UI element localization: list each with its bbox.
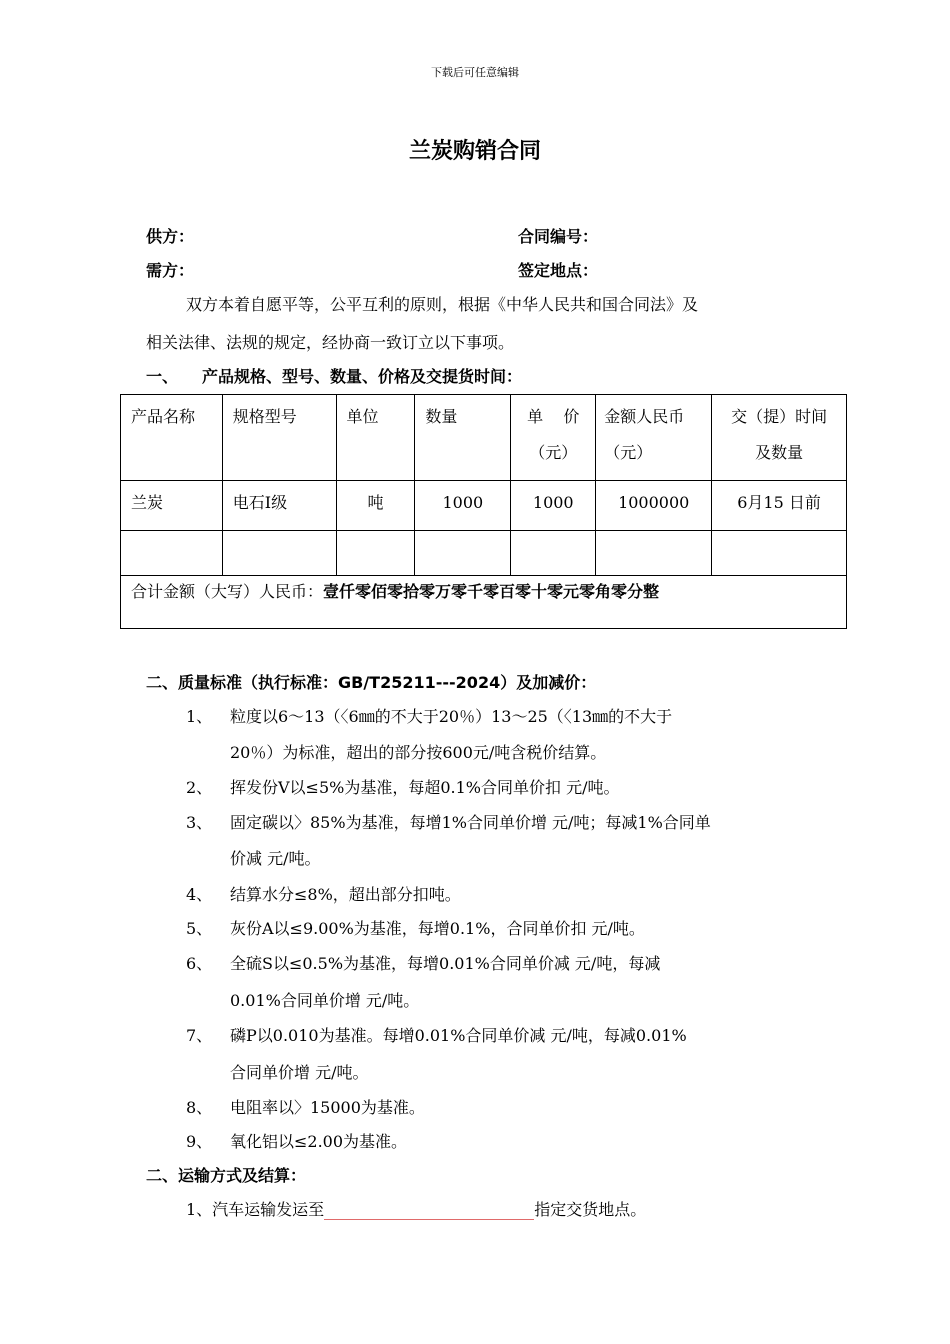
product-table (120, 394, 847, 629)
contract-number-label: 合同编号： (518, 227, 599, 246)
quality-item-text: 电阻率以〉15000为基准。 (230, 1098, 425, 1117)
header-cell: 单位 (336, 395, 415, 481)
quality-item-text: 20％）为标准，超出的部分按600元/吨含税价结算。 (230, 743, 607, 762)
quality-item-text: 氧化铝以≤2.00为基准。 (230, 1132, 408, 1151)
item-number: 4、 (186, 885, 213, 904)
transport-item-prefix: 1、汽车运输发运至 (186, 1200, 325, 1219)
table-cell: 吨 (336, 481, 415, 531)
total-amount-words: 壹仟零佰零拾零万零千零百零十零元零角零分整 (323, 582, 660, 601)
table-cell: 电石Ⅰ级 (222, 481, 336, 531)
destination-blank[interactable] (324, 1199, 534, 1220)
table-total-row (121, 576, 847, 629)
table-cell: 1000 (415, 481, 511, 531)
total-cell (121, 576, 847, 629)
item-number: 3、 (186, 813, 213, 832)
section3-title: 二、运输方式及结算： (146, 1166, 307, 1185)
quality-item-text: 0.01%合同单价增 元/吨。 (230, 991, 420, 1010)
item-number: 1、 (186, 707, 213, 726)
table-header-row (121, 395, 847, 481)
quality-item-text: 灰份A以≤9.00%为基准，每增0.1%，合同单价扣 元/吨。 (230, 919, 645, 938)
item-number: 8、 (186, 1098, 213, 1117)
quality-item-text: 磷P以0.010为基准。每增0.01%合同单价减 元/吨，每减0.01% (230, 1026, 687, 1045)
table-row-empty (121, 531, 847, 576)
quality-item-text: 固定碳以〉85%为基准，每增1%合同单价增 元/吨；每减1%合同单 (230, 813, 711, 832)
item-number: 7、 (186, 1026, 213, 1045)
header-cell: 产品名称 (121, 395, 223, 481)
header-cell: 金额人民币 （元） (596, 395, 712, 481)
section1-title: 产品规格、型号、数量、价格及交提货时间： (202, 367, 523, 386)
item-number: 2、 (186, 778, 213, 797)
sign-place-label: 签定地点： (518, 261, 599, 280)
header-cell: 单 价 （元） (511, 395, 596, 481)
buyer-label: 需方： (146, 261, 195, 280)
quality-item-text: 合同单价增 元/吨。 (230, 1063, 369, 1082)
quality-item-text: 结算水分≤8%，超出部分扣吨。 (230, 885, 461, 904)
supplier-label: 供方： (146, 227, 195, 246)
document-title: 兰炭购销合同 (408, 139, 541, 164)
item-number: 6、 (186, 954, 213, 973)
table-cell: 1000000 (596, 481, 712, 531)
item-number: 5、 (186, 919, 213, 938)
quality-item-text: 挥发份V以≤5%为基准，每超0.1%合同单价扣 元/吨。 (230, 778, 620, 797)
item-number: 9、 (186, 1132, 213, 1151)
quality-item-text: 价减 元/吨。 (230, 849, 321, 868)
intro-line-1: 双方本着自愿平等，公平互利的原则，根据《中华人民共和国合同法》及 (186, 295, 699, 314)
section2-title: 二、质量标准（执行标准：GB/T25211---2024）及加减价： (146, 673, 597, 692)
table-cell: 6月15 日前 (712, 481, 847, 531)
page-header: 下载后可任意编辑 (431, 66, 519, 79)
header-cell: 规格型号 (222, 395, 336, 481)
header-cell: 数量 (415, 395, 511, 481)
header-cell: 交（提）时间 及数量 (712, 395, 847, 481)
table-cell: 兰炭 (121, 481, 223, 531)
total-label: 合计金额（大写）人民币： (131, 582, 324, 601)
transport-item-1 (186, 1197, 646, 1220)
table-cell: 1000 (511, 481, 596, 531)
transport-item-suffix: 指定交货地点。 (534, 1200, 647, 1219)
quality-item-text: 全硫S以≤0.5%为基准，每增0.01%合同单价减 元/吨，每减 (230, 954, 661, 973)
table-row (121, 481, 847, 531)
quality-item-text: 粒度以6～13（〈6㎜的不大于20％）13～25（〈13㎜的不大于 (230, 707, 673, 726)
intro-line-2: 相关法律、法规的规定，经协商一致订立以下事项。 (146, 333, 515, 352)
section1-number: 一、 (146, 367, 179, 386)
